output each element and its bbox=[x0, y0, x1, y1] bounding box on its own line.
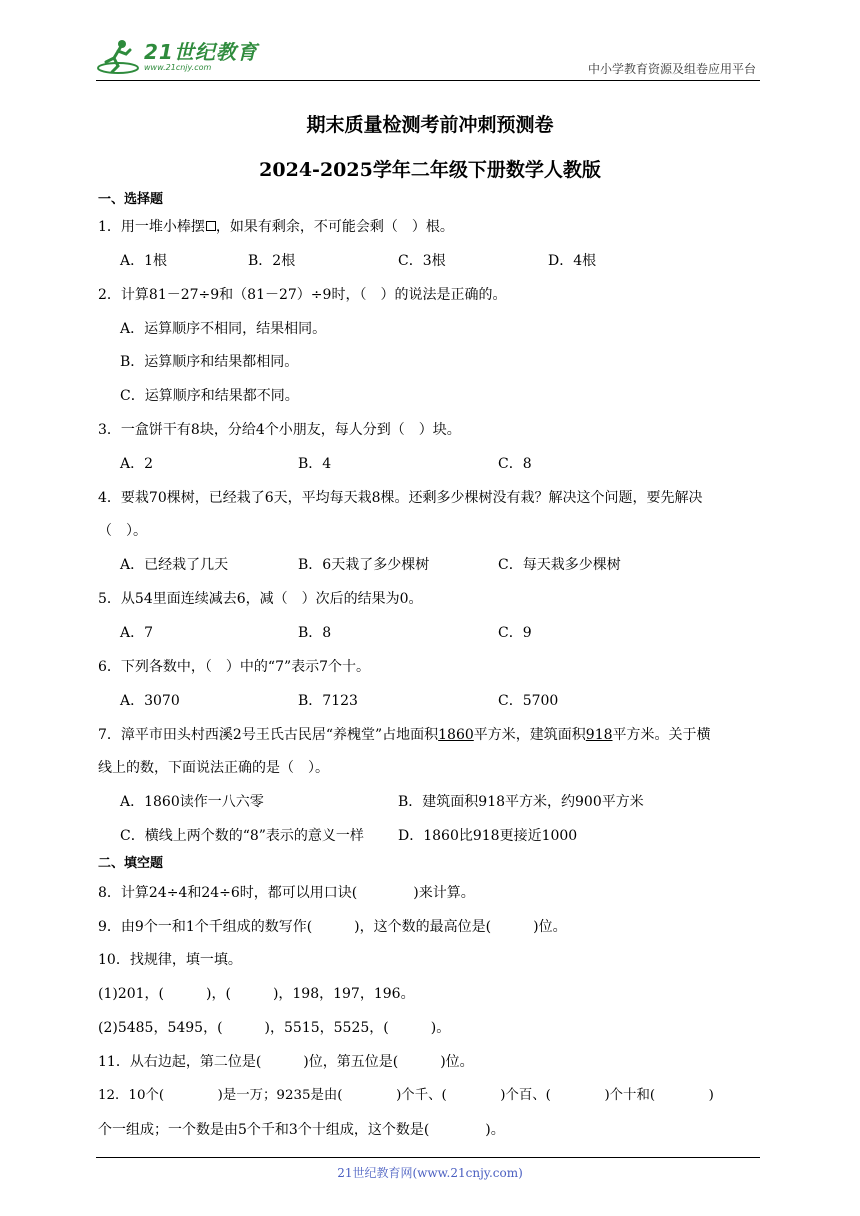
question-2-option-a: A．运算顺序不相同，结果相同。 bbox=[120, 321, 327, 337]
question-12-stem-cont: 个一组成；一个数是由5个千和3个十组成，这个数是( )。 bbox=[98, 1122, 505, 1138]
section-fill-heading: 二、填空题 bbox=[98, 856, 164, 871]
question-8-stem: 8．计算24÷4和24÷6时，都可以用口诀( )来计算。 bbox=[98, 885, 475, 901]
question-7-option-b: B．建筑面积918平方米，约900平方米 bbox=[398, 794, 644, 810]
platform-name: 中小学教育资源及组卷应用平台 bbox=[587, 62, 756, 76]
question-5-option-a: A．7 bbox=[120, 625, 154, 641]
question-1-option-b: B．2根 bbox=[248, 253, 296, 269]
question-4-stem: 4．要栽70棵树，已经栽了6天，平均每天栽8棵。还剩多少棵树没有栽？解决这个问题，要先解决 bbox=[98, 490, 703, 506]
question-1-option-d: D．4根 bbox=[548, 253, 597, 269]
question-10-part-2: (2)5485，5495，( )，5515，5525，( )。 bbox=[98, 1020, 451, 1036]
page-title: 期末质量检测考前冲刺预测卷 bbox=[306, 114, 554, 136]
question-2-option-c: C．运算顺序和结果都不同。 bbox=[120, 388, 299, 404]
question-6-stem: 6．下列各数中，（ ）中的“7”表示7个十。 bbox=[98, 659, 371, 675]
square-icon bbox=[206, 221, 216, 231]
question-4-option-a: A．已经栽了几天 bbox=[120, 557, 229, 573]
footer-text: 21世纪教育网(www.21cnjy.com) bbox=[337, 1166, 523, 1180]
question-9-stem: 9．由9个一和1个千组成的数写作( )，这个数的最高位是( )位。 bbox=[98, 919, 567, 935]
question-3-option-c: C．8 bbox=[498, 456, 532, 472]
question-7-option-a: A．1860读作一八六零 bbox=[120, 794, 264, 810]
question-1-option-a: A．1根 bbox=[120, 253, 168, 269]
question-7-stem-cont: 线上的数，下面说法正确的是（ ）。 bbox=[98, 760, 329, 776]
footer-divider bbox=[96, 1157, 760, 1158]
page-header bbox=[96, 38, 760, 81]
question-3-option-b: B．4 bbox=[298, 456, 332, 472]
question-12-stem: 12．10个( )是一万；9235是由( )个千、( )个百、( )个十和( ) bbox=[98, 1088, 714, 1103]
question-6-option-b: B．7123 bbox=[298, 693, 358, 709]
runner-logo-icon bbox=[96, 38, 140, 76]
question-7-option-c: C．横线上两个数的“8”表示的意义一样 bbox=[120, 828, 364, 844]
question-1-option-c: C．3根 bbox=[398, 253, 446, 269]
logo-url: www.21cnjy.com bbox=[144, 63, 212, 72]
question-2-stem: 2．计算81－27÷9和（81－27）÷9时，（ ）的说法是正确的。 bbox=[98, 287, 507, 303]
question-5-option-c: C．9 bbox=[498, 625, 532, 641]
question-4-stem-cont: （ ）。 bbox=[98, 523, 147, 539]
question-10-stem: 10．找规律，填一填。 bbox=[98, 952, 242, 968]
question-2-option-b: B．运算顺序和结果都相同。 bbox=[120, 354, 299, 370]
page-subtitle: 2024-2025学年二年级下册数学人教版 bbox=[259, 159, 601, 181]
question-6-option-c: C．5700 bbox=[498, 693, 559, 709]
question-4-option-c: C．每天栽多少棵树 bbox=[498, 557, 621, 573]
question-7-stem: 7．漳平市田头村西溪2号王氏古民居“养槐堂”占地面积1860平方米，建筑面积918平方米。关于横 bbox=[98, 727, 711, 743]
question-5-option-b: B．8 bbox=[298, 625, 332, 641]
question-4-option-b: B．6天栽了多少棵树 bbox=[298, 557, 430, 573]
logo bbox=[96, 38, 258, 76]
underlined-number-918: 918 bbox=[585, 727, 613, 743]
question-10-part-1: (1)201，( )，( )，198，197，196。 bbox=[98, 986, 415, 1002]
underlined-number-1860: 1860 bbox=[438, 727, 474, 743]
section-choice-heading: 一、选择题 bbox=[98, 192, 164, 207]
logo-text: 21世纪教育 bbox=[144, 40, 258, 64]
question-11-stem: 11．从右边起，第二位是( )位，第五位是( )位。 bbox=[98, 1054, 474, 1070]
question-3-option-a: A．2 bbox=[120, 456, 154, 472]
question-6-option-a: A．3070 bbox=[120, 693, 180, 709]
question-5-stem: 5．从54里面连续减去6，减（ ）次后的结果为0。 bbox=[98, 591, 423, 607]
question-3-stem: 3．一盒饼干有8块，分给4个小朋友，每人分到（ ）块。 bbox=[98, 422, 461, 438]
question-7-option-d: D．1860比918更接近1000 bbox=[398, 828, 578, 844]
question-1-stem: 1．用一堆小棒摆 ，如果有剩余，不可能会剩（ ）根。 bbox=[98, 219, 454, 235]
